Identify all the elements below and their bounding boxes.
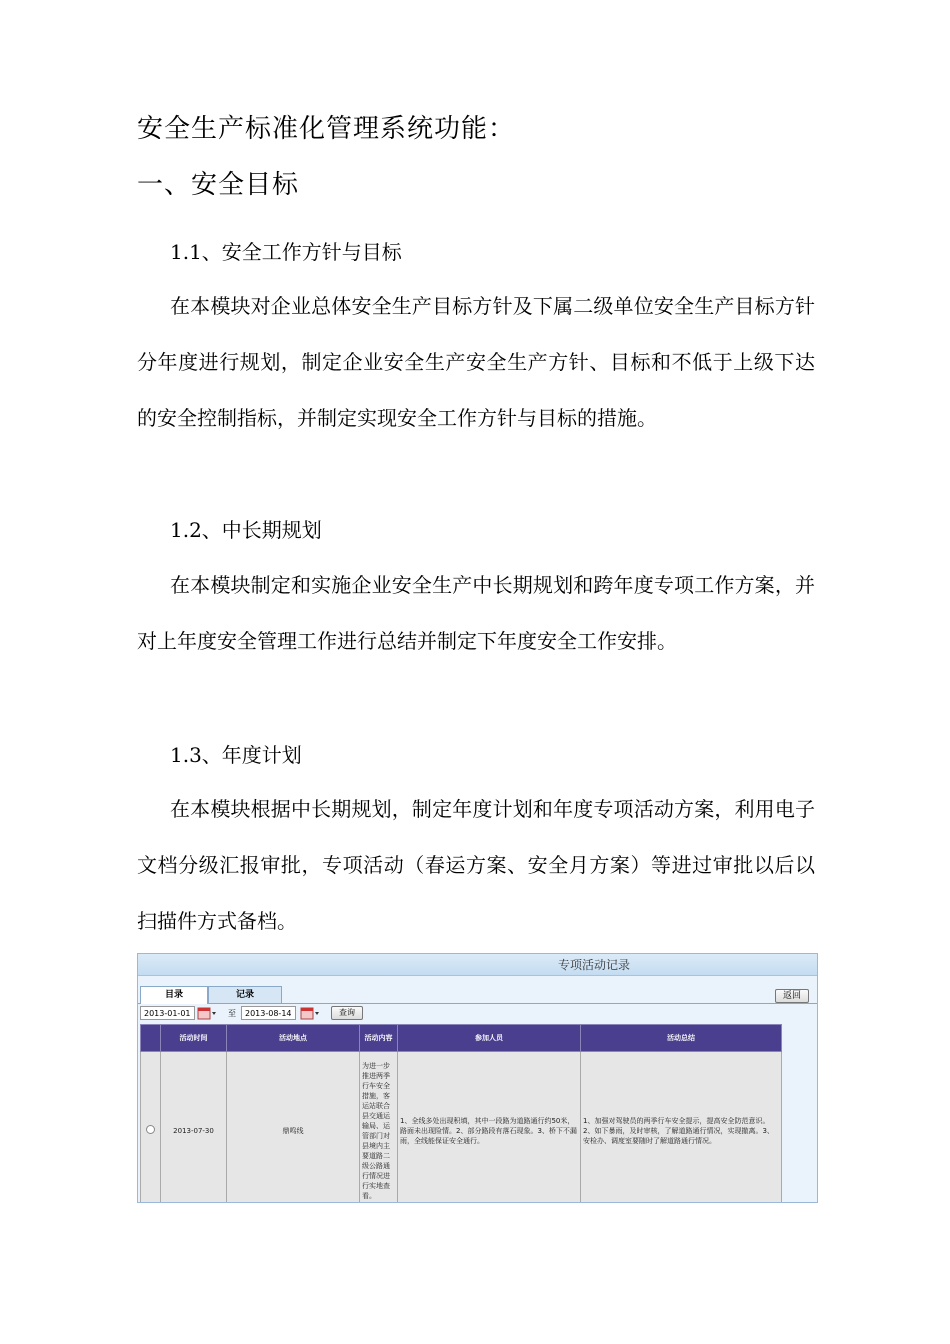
subsection-title-1-3: 1.3、年度计划	[170, 743, 302, 767]
column-header: 活动地点	[227, 1025, 360, 1052]
radio-icon[interactable]	[146, 1125, 155, 1134]
subsection-title-1-1: 1.1、安全工作方针与目标	[170, 240, 402, 264]
cell-people: 1、全线多处出现积填，其中一段路为道路通行约50米，路面未出现险情。2、部分路段有落石现象。3、桥下不漏雨，全线能保证安全通行。	[398, 1052, 581, 1204]
subsection-title-1-2: 1.2、中长期规划	[170, 518, 322, 542]
calendar-icon[interactable]	[300, 1007, 320, 1020]
section-title: 一、安全目标	[137, 170, 300, 200]
column-header: 活动时间	[161, 1025, 227, 1052]
tab-catalog[interactable]: 目录	[140, 986, 208, 1004]
back-button[interactable]: 返回	[775, 989, 809, 1003]
date-to-label: 至	[228, 1009, 236, 1018]
activity-record-screenshot	[137, 953, 818, 1203]
date-from-input[interactable]: 2013-01-01	[140, 1006, 195, 1020]
cell-place: 鼎鸣线	[227, 1052, 360, 1204]
table-row[interactable]	[141, 1052, 782, 1204]
date-to-input[interactable]: 2013-08-14	[241, 1006, 296, 1020]
screenshot-title: 专项活动记录	[138, 954, 817, 976]
tab-record[interactable]: 记录	[208, 986, 282, 1003]
activity-table	[140, 1024, 782, 1203]
query-button[interactable]: 查询	[331, 1006, 363, 1020]
page-heading: 安全生产标准化管理系统功能：	[137, 114, 516, 144]
column-header: 活动总结	[581, 1025, 782, 1052]
cell-summary: 1、加强对驾驶员的两季行车安全提示，提高安全防范意识。2、如下暴雨，及时审核，了解道路通行情况，实现撤离。3、安检办、调度室要随时了解道路通行情况。	[581, 1052, 782, 1204]
paragraph-1-2: 在本模块制定和实施企业安全生产中长期规划和跨年度专项工作方案，并对上年度安全管理工作进行总结并制定下年度安全工作安排。	[137, 573, 815, 653]
table-header	[141, 1025, 782, 1052]
calendar-icon[interactable]	[197, 1007, 217, 1020]
scroll-area[interactable]	[783, 1024, 817, 1202]
cell-content: 为进一步推进两季行车安全措施，客运站联合县交通运输局、运管部门对县境内主要道路二级公路通行情况进行实地查看。	[360, 1052, 398, 1204]
paragraph-1-3: 在本模块根据中长期规划，制定年度计划和年度专项活动方案，利用电子文档分级汇报审批，专项活动（春运方案、安全月方案）等进过审批以后以扫描件方式备档。	[137, 797, 815, 933]
cell-time: 2013-07-30	[161, 1052, 227, 1204]
column-header: 参加人员	[398, 1025, 581, 1052]
paragraph-1-1: 在本模块对企业总体安全生产目标方针及下属二级单位安全生产目标方针分年度进行规划，制定企业安全生产安全生产方针、目标和不低于上级下达的安全控制指标，并制定实现安全工作方针与目标的措施。	[137, 294, 815, 430]
column-header: 活动内容	[360, 1025, 398, 1052]
row-select[interactable]	[141, 1052, 161, 1204]
tab-bar	[138, 986, 817, 1004]
select-column-header	[141, 1025, 161, 1052]
